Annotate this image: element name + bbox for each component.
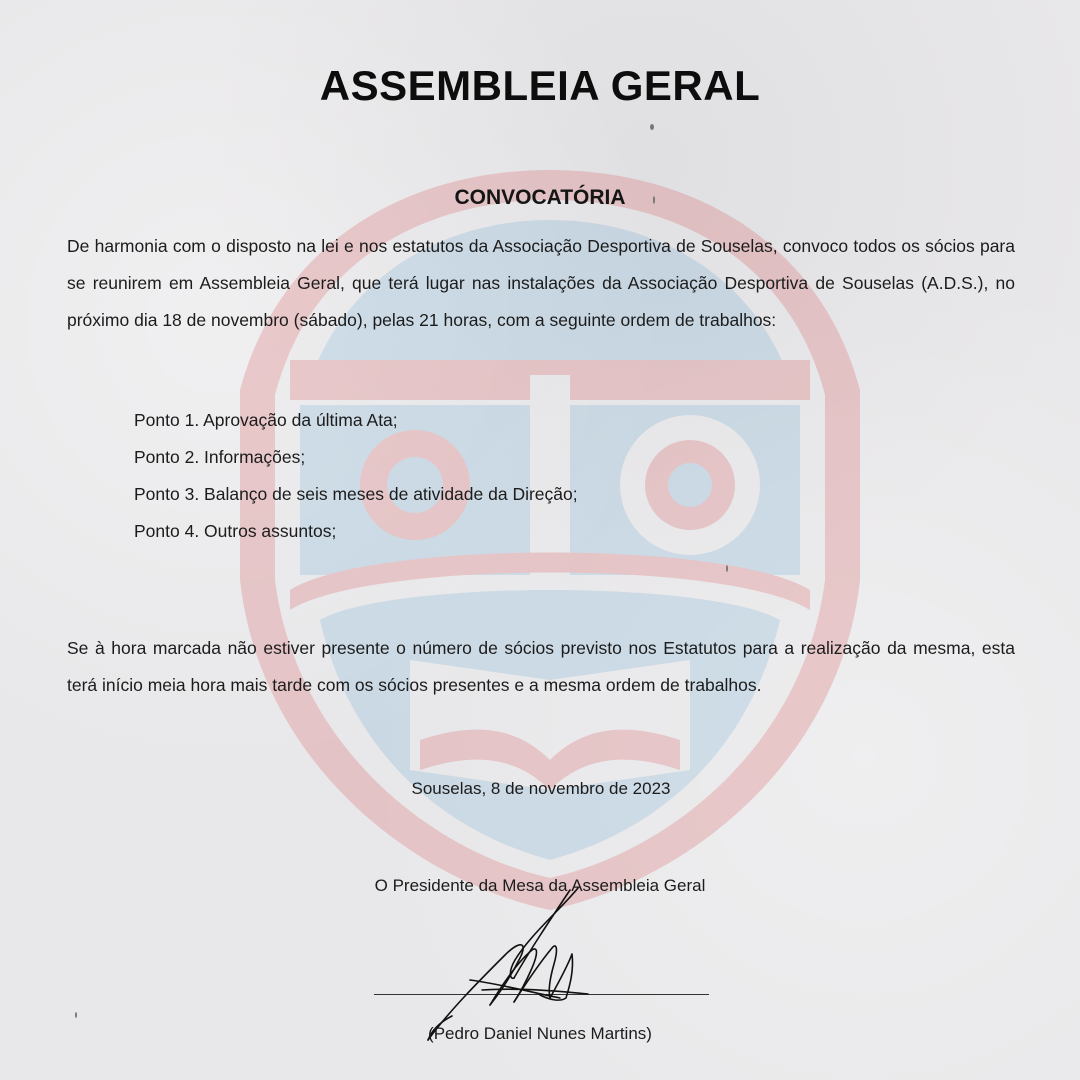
quorum-paragraph: Se à hora marcada não estiver presente o número de sócios previsto nos Estatutos para a realização da mesma, esta terá início meia hora mais tarde com os sócios presentes e a mesma ordem de trabalhos. (67, 638, 1015, 695)
document-subtitle: CONVOCATÓRIA (454, 186, 626, 209)
paper-speck (75, 1012, 77, 1018)
agenda-item: Ponto 1. Aprovação da última Ata; (134, 410, 398, 430)
place-date: Souselas, 8 de novembro de 2023 (411, 779, 671, 798)
agenda-item: Ponto 4. Outros assuntos; (134, 521, 337, 541)
document-title: ASSEMBLEIA GERAL (319, 62, 761, 109)
signatory-name: (Pedro Daniel Nunes Martins) (428, 1024, 652, 1043)
paper-speck (726, 565, 728, 572)
agenda-item: Ponto 2. Informações; (134, 447, 306, 467)
agenda-list (134, 402, 578, 550)
paper-speck (653, 196, 655, 204)
agenda-item: Ponto 3. Balanço de seis meses de atividade da Direção; (134, 484, 578, 504)
signatory-role: O Presidente da Mesa da Assembleia Geral (374, 876, 706, 895)
intro-paragraph: De harmonia com o disposto na lei e nos estatutos da Associação Desportiva de Souselas, convoco todos os sócios para se reunirem em Assembleia Geral, que terá lugar nas instalações da Associação Desportiva de Souselas (A.D.S.), no próximo dia 18 de novembro (sábado), pelas 21 horas, com a seguinte ordem de trabalhos: (67, 236, 1015, 330)
paper-speck (650, 124, 654, 130)
